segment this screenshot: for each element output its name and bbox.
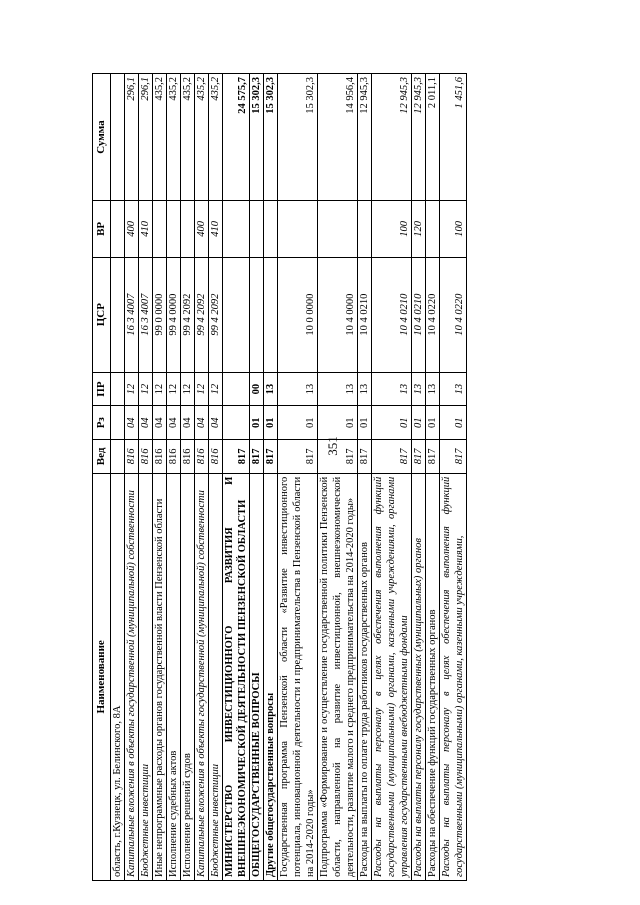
cell-vr <box>250 201 264 257</box>
cell-ved: 817 <box>426 440 440 474</box>
cell-rz: 04 <box>167 406 181 440</box>
table-row <box>250 74 264 881</box>
table-row <box>318 74 358 881</box>
cell-rz: 04 <box>125 406 139 440</box>
table-row <box>358 74 372 881</box>
cell-vr: 100 <box>372 201 412 257</box>
table-row <box>167 74 181 881</box>
cell-vr <box>223 201 250 257</box>
header-csr: ЦСР <box>93 257 111 372</box>
header-rz: Рз <box>93 406 111 440</box>
cell-pr: 12 <box>153 372 167 406</box>
cell-csr: 10 4 0220 <box>426 257 440 372</box>
cell-ved: 817 <box>372 440 412 474</box>
cell-vr <box>358 201 372 257</box>
cell-csr: 10 4 0210 <box>412 257 426 372</box>
cell-csr: 10 4 0210 <box>372 257 412 372</box>
cell-rz: 04 <box>195 406 209 440</box>
cell-pr: 00 <box>250 372 264 406</box>
cell-rz: 01 <box>278 406 318 440</box>
table-row <box>440 74 467 881</box>
table-row <box>111 74 125 881</box>
cell-rz: 01 <box>412 406 426 440</box>
cell-name: Бюджетные инвестиции <box>209 473 223 880</box>
cell-pr: 13 <box>264 372 278 406</box>
budget-table <box>92 73 467 881</box>
cell-ved: 817 <box>440 440 467 474</box>
cell-csr <box>111 257 125 372</box>
cell-sum: 15 302,3 <box>278 74 318 201</box>
table-row <box>372 74 412 881</box>
cell-csr <box>223 257 250 372</box>
cell-pr: 12 <box>195 372 209 406</box>
cell-pr: 13 <box>318 372 358 406</box>
cell-name: Государственная программа Пензенской области «Развитие инвестиционного потенциала, инновационной деятельности и предпринимательства в Пензенской области на 2014-2020 годы» <box>278 473 318 880</box>
table-body <box>111 74 467 881</box>
cell-pr <box>111 372 125 406</box>
cell-pr: 13 <box>440 372 467 406</box>
cell-ved: 817 <box>318 440 358 474</box>
cell-name: Капитальные вложения в объекты государственной (муниципальной) собственности <box>195 473 209 880</box>
cell-vr: 120 <box>412 201 426 257</box>
cell-sum: 296,1 <box>125 74 139 201</box>
cell-rz: 01 <box>440 406 467 440</box>
table-row <box>125 74 139 881</box>
table-row <box>264 74 278 881</box>
cell-ved: 817 <box>250 440 264 474</box>
cell-name: МИНИСТЕРСТВО ИНВЕСТИЦИОННОГО РАЗВИТИЯ И ВНЕШНЕЭКОНОМИЧЕСКОЙ ДЕЯТЕЛЬНОСТИ ПЕНЗЕНСКОЙ ОБЛАСТИ <box>223 473 250 880</box>
table-header-row <box>93 74 111 881</box>
cell-name: Исполнение решений судов <box>181 473 195 880</box>
cell-rz: 04 <box>153 406 167 440</box>
cell-vr: 100 <box>440 201 467 257</box>
cell-sum: 12 945,3 <box>358 74 372 201</box>
cell-pr: 12 <box>167 372 181 406</box>
cell-rz: 01 <box>250 406 264 440</box>
cell-name: Иные непрограммные расходы органов государственной власти Пензенской области <box>153 473 167 880</box>
table-row <box>153 74 167 881</box>
table-row <box>181 74 195 881</box>
cell-vr <box>264 201 278 257</box>
table-row <box>426 74 440 881</box>
cell-pr: 12 <box>125 372 139 406</box>
cell-csr: 10 4 0210 <box>358 257 372 372</box>
header-pr: ПР <box>93 372 111 406</box>
cell-csr: 16 3 4007 <box>139 257 153 372</box>
cell-ved: 816 <box>195 440 209 474</box>
cell-name: Капитальные вложения в объекты государственной (муниципальной) собственности <box>125 473 139 880</box>
cell-rz: 01 <box>372 406 412 440</box>
cell-rz: 04 <box>209 406 223 440</box>
table-row <box>139 74 153 881</box>
cell-csr: 99 4 0000 <box>167 257 181 372</box>
cell-name: ОБЩЕГОСУДАРСТВЕННЫЕ ВОПРОСЫ <box>250 473 264 880</box>
cell-csr: 99 4 2092 <box>209 257 223 372</box>
cell-ved: 816 <box>153 440 167 474</box>
cell-vr <box>278 201 318 257</box>
cell-sum <box>111 74 125 201</box>
cell-rz: 01 <box>264 406 278 440</box>
cell-ved: 817 <box>412 440 426 474</box>
cell-pr: 12 <box>209 372 223 406</box>
cell-pr: 13 <box>426 372 440 406</box>
cell-name: Расходы на выплаты персоналу в целях обеспечения выполнения функций государственными (муниципальными) органами, казенными учреждениями, <box>440 473 467 880</box>
cell-ved <box>111 440 125 474</box>
cell-vr <box>181 201 195 257</box>
cell-csr <box>250 257 264 372</box>
cell-sum: 435,2 <box>209 74 223 201</box>
cell-csr: 99 4 2092 <box>181 257 195 372</box>
header-name: Наименование <box>93 473 111 880</box>
cell-sum: 435,2 <box>181 74 195 201</box>
cell-name: Бюджетные инвестиции <box>139 473 153 880</box>
cell-rz: 04 <box>181 406 195 440</box>
header-ved: Вед <box>93 440 111 474</box>
cell-sum: 435,2 <box>167 74 181 201</box>
cell-ved: 816 <box>139 440 153 474</box>
cell-sum: 1 451,6 <box>440 74 467 201</box>
cell-ved: 816 <box>125 440 139 474</box>
cell-name: Расходы на выплаты по оплате труда работников государственных органов <box>358 473 372 880</box>
cell-pr: 12 <box>181 372 195 406</box>
cell-name: область, г.Кузнецк, ул. Белинского, 8А <box>111 473 125 880</box>
cell-pr: 13 <box>358 372 372 406</box>
cell-csr <box>264 257 278 372</box>
cell-pr: 13 <box>372 372 412 406</box>
cell-name: Исполнение судебных актов <box>167 473 181 880</box>
cell-vr <box>153 201 167 257</box>
cell-vr: 410 <box>139 201 153 257</box>
cell-pr: 12 <box>139 372 153 406</box>
cell-sum: 296,1 <box>139 74 153 201</box>
cell-vr <box>111 201 125 257</box>
cell-vr: 410 <box>209 201 223 257</box>
cell-rz: 01 <box>318 406 358 440</box>
cell-pr: 13 <box>412 372 426 406</box>
cell-ved: 816 <box>167 440 181 474</box>
cell-csr: 99 4 2092 <box>195 257 209 372</box>
cell-sum: 435,2 <box>153 74 167 201</box>
header-vr: ВР <box>93 201 111 257</box>
cell-sum: 12 945,3 <box>372 74 412 201</box>
cell-ved: 817 <box>358 440 372 474</box>
page-number: 351 <box>324 436 340 456</box>
cell-vr <box>167 201 181 257</box>
budget-table-rotated <box>92 73 572 881</box>
cell-name: Подпрограмма «Формирование и осуществление государственной политики Пензенской области, направленной на развитие инвестиционной, внешнеэкономической деятельности, развитие малого и среднего предпринимательства на 2014-2020 годы» <box>318 473 358 880</box>
cell-vr: 400 <box>125 201 139 257</box>
cell-ved: 816 <box>209 440 223 474</box>
cell-rz: 04 <box>139 406 153 440</box>
cell-rz: 01 <box>426 406 440 440</box>
table-row <box>223 74 250 881</box>
cell-sum: 15 302,3 <box>264 74 278 201</box>
table-row <box>209 74 223 881</box>
cell-csr: 10 4 0220 <box>440 257 467 372</box>
cell-vr: 400 <box>195 201 209 257</box>
table-row <box>278 74 318 881</box>
cell-sum: 14 956,4 <box>318 74 358 201</box>
cell-pr: 13 <box>278 372 318 406</box>
cell-sum: 24 575,7 <box>223 74 250 201</box>
cell-ved: 817 <box>264 440 278 474</box>
cell-sum: 12 945,3 <box>412 74 426 201</box>
cell-sum: 2 011,1 <box>426 74 440 201</box>
cell-csr: 99 0 0000 <box>153 257 167 372</box>
table-row <box>195 74 209 881</box>
cell-ved: 817 <box>223 440 250 474</box>
cell-name: Расходы на обеспечение функций государственных органов <box>426 473 440 880</box>
cell-ved: 816 <box>181 440 195 474</box>
cell-name: Другие общегосударственные вопросы <box>264 473 278 880</box>
cell-sum: 15 302,3 <box>250 74 264 201</box>
cell-rz <box>223 406 250 440</box>
cell-name: Расходы на выплаты персоналу в целях обеспечения выполнения функций государственными (муниципальными) органами, казенными учреждениями, органами управления государственными внебюджетными фондами <box>372 473 412 880</box>
cell-pr <box>223 372 250 406</box>
header-sum: Сумма <box>93 74 111 201</box>
cell-name: Расходы на выплаты персоналу государственных (муниципальных) органов <box>412 473 426 880</box>
cell-ved: 817 <box>278 440 318 474</box>
cell-sum: 435,2 <box>195 74 209 201</box>
cell-rz: 01 <box>358 406 372 440</box>
table-row <box>412 74 426 881</box>
cell-csr: 10 0 0000 <box>278 257 318 372</box>
cell-vr <box>426 201 440 257</box>
cell-vr <box>318 201 358 257</box>
cell-csr: 10 4 0000 <box>318 257 358 372</box>
cell-rz <box>111 406 125 440</box>
cell-csr: 16 3 4007 <box>125 257 139 372</box>
